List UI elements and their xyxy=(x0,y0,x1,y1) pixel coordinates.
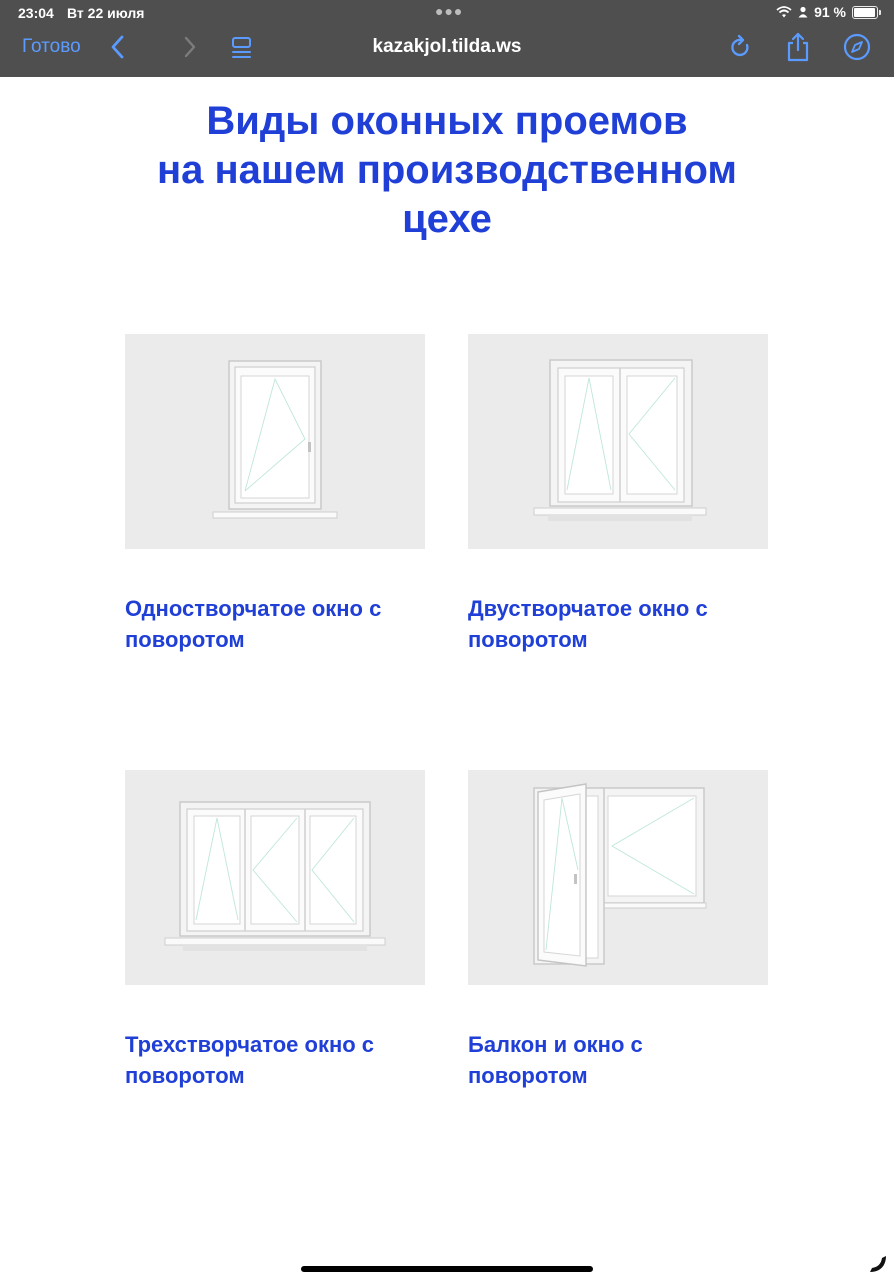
multitasking-dots-icon[interactable]: ●●● xyxy=(435,3,464,19)
address-bar-url[interactable]: kazakjol.tilda.ws xyxy=(372,36,522,57)
status-date: Вт 22 июля xyxy=(67,5,145,21)
browser-toolbar xyxy=(0,0,894,77)
status-time: 23:04 xyxy=(18,5,54,21)
person-icon xyxy=(798,6,808,18)
triple-sash-window-image xyxy=(125,770,425,985)
battery-percent: 91 % xyxy=(814,4,846,20)
window-card-single[interactable] xyxy=(125,334,425,655)
status-indicators xyxy=(776,4,878,20)
window-card-title: Одностворчатое окно с поворотом xyxy=(125,596,382,652)
home-indicator[interactable] xyxy=(301,1266,593,1272)
share-icon[interactable] xyxy=(783,32,813,62)
phone-icon[interactable] xyxy=(866,1252,890,1276)
page-title: Виды оконных проемов на нашем производственном цехе xyxy=(157,99,737,241)
window-card-double[interactable] xyxy=(468,334,768,655)
compass-icon[interactable] xyxy=(842,32,872,62)
single-sash-window-image xyxy=(125,334,425,549)
wifi-icon xyxy=(776,6,792,18)
window-card-title: Трехстворчатое окно с поворотом xyxy=(125,1032,375,1088)
double-sash-window-image xyxy=(468,334,768,549)
window-card-title: Балкон и окно с поворотом xyxy=(468,1032,643,1088)
balcony-door-window-image xyxy=(468,770,768,985)
window-card-balcony[interactable] xyxy=(468,770,768,1091)
battery-icon xyxy=(852,6,878,19)
done-button[interactable]: Готово xyxy=(22,36,81,57)
reload-icon[interactable] xyxy=(726,32,756,62)
window-card-triple[interactable] xyxy=(125,770,425,1091)
window-card-title: Двустворчатое окно с поворотом xyxy=(468,596,708,652)
